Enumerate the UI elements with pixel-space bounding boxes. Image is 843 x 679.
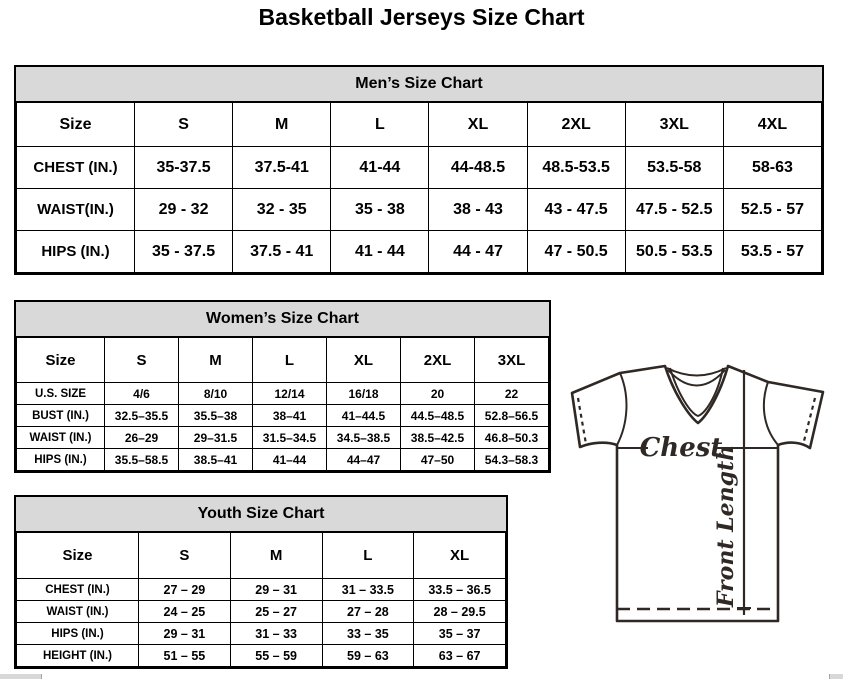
- youth-value-cell: 27 – 28: [322, 601, 414, 623]
- youth-row-waist-in: [17, 601, 506, 623]
- men-value-cell: 37.5 - 41: [233, 231, 331, 273]
- men-value-cell: 35-37.5: [135, 147, 233, 189]
- women-value-cell: 38.5–41: [179, 449, 253, 471]
- men-header-row: [17, 103, 822, 147]
- men-value-cell: 38 - 43: [429, 189, 527, 231]
- men-row-hips-in: [17, 231, 822, 273]
- men-row-label-chest-in: CHEST (IN.): [17, 147, 135, 189]
- women-column-header-size: Size: [17, 338, 105, 383]
- jersey-outline: [572, 366, 823, 621]
- women-value-cell: 22: [475, 383, 549, 405]
- womens-size-chart-table: [14, 300, 551, 473]
- men-column-header-s: S: [135, 103, 233, 147]
- youth-value-cell: 29 – 31: [230, 579, 322, 601]
- men-value-cell: 44-48.5: [429, 147, 527, 189]
- women-column-header-xl: XL: [327, 338, 401, 383]
- men-row-chest-in: [17, 147, 822, 189]
- youth-row-chest-in: [17, 579, 506, 601]
- men-chart-title: Men’s Size Chart: [16, 67, 822, 102]
- youth-column-header-xl: XL: [414, 533, 506, 579]
- youth-row-label-waist-in: WAIST (IN.): [17, 601, 139, 623]
- men-row-waist-in: [17, 189, 822, 231]
- women-row-label-waist-in: WAIST (IN.): [17, 427, 105, 449]
- men-column-header-size: Size: [17, 103, 135, 147]
- men-column-header-m: M: [233, 103, 331, 147]
- women-column-header-2xl: 2XL: [401, 338, 475, 383]
- youth-column-header-l: L: [322, 533, 414, 579]
- women-row-label-bust-in: BUST (IN.): [17, 405, 105, 427]
- women-value-cell: 52.8–56.5: [475, 405, 549, 427]
- youth-column-header-size: Size: [17, 533, 139, 579]
- women-value-cell: 26–29: [105, 427, 179, 449]
- women-column-header-s: S: [105, 338, 179, 383]
- women-value-cell: 31.5–34.5: [253, 427, 327, 449]
- youth-value-cell: 28 – 29.5: [414, 601, 506, 623]
- women-row-label-u-s-size: U.S. SIZE: [17, 383, 105, 405]
- youth-value-cell: 35 – 37: [414, 623, 506, 645]
- youth-value-cell: 55 – 59: [230, 645, 322, 667]
- men-value-cell: 47 - 50.5: [527, 231, 625, 273]
- youth-column-header-m: M: [230, 533, 322, 579]
- women-value-cell: 41–44.5: [327, 405, 401, 427]
- youth-value-cell: 51 – 55: [139, 645, 231, 667]
- right-armhole-seam: [764, 382, 778, 445]
- women-value-cell: 38–41: [253, 405, 327, 427]
- women-value-cell: 34.5–38.5: [327, 427, 401, 449]
- women-row-label-hips-in: HIPS (IN.): [17, 449, 105, 471]
- men-column-header-xl: XL: [429, 103, 527, 147]
- youth-column-header-s: S: [139, 533, 231, 579]
- women-row-hips-in: [17, 449, 549, 471]
- women-value-cell: 38.5–42.5: [401, 427, 475, 449]
- women-value-cell: 12/14: [253, 383, 327, 405]
- youth-value-cell: 31 – 33.5: [322, 579, 414, 601]
- women-value-cell: 35.5–38: [179, 405, 253, 427]
- men-row-label-hips-in: HIPS (IN.): [17, 231, 135, 273]
- youth-value-cell: 33.5 – 36.5: [414, 579, 506, 601]
- men-value-cell: 52.5 - 57: [723, 189, 821, 231]
- women-value-cell: 47–50: [401, 449, 475, 471]
- men-table: [16, 102, 822, 273]
- women-value-cell: 41–44: [253, 449, 327, 471]
- men-value-cell: 53.5-58: [625, 147, 723, 189]
- women-value-cell: 54.3–58.3: [475, 449, 549, 471]
- women-header-row: [17, 338, 549, 383]
- men-column-header-2xl: 2XL: [527, 103, 625, 147]
- women-value-cell: 46.8–50.3: [475, 427, 549, 449]
- men-value-cell: 44 - 47: [429, 231, 527, 273]
- women-value-cell: 16/18: [327, 383, 401, 405]
- youth-value-cell: 59 – 63: [322, 645, 414, 667]
- women-row-u-s-size: [17, 383, 549, 405]
- men-value-cell: 41 - 44: [331, 231, 429, 273]
- women-value-cell: 8/10: [179, 383, 253, 405]
- youth-row-hips-in: [17, 623, 506, 645]
- youth-value-cell: 31 – 33: [230, 623, 322, 645]
- youth-value-cell: 33 – 35: [322, 623, 414, 645]
- youth-value-cell: 25 – 27: [230, 601, 322, 623]
- youth-chart-title: Youth Size Chart: [16, 497, 506, 532]
- youth-value-cell: 27 – 29: [139, 579, 231, 601]
- chest-label: Chest: [639, 433, 723, 463]
- men-value-cell: 41-44: [331, 147, 429, 189]
- men-value-cell: 50.5 - 53.5: [625, 231, 723, 273]
- youth-size-chart-table: [14, 495, 508, 669]
- women-value-cell: 20: [401, 383, 475, 405]
- men-value-cell: 29 - 32: [135, 189, 233, 231]
- youth-row-label-chest-in: CHEST (IN.): [17, 579, 139, 601]
- women-value-cell: 44.5–48.5: [401, 405, 475, 427]
- youth-header-row: [17, 533, 506, 579]
- men-row-label-waist-in: WAIST(IN.): [17, 189, 135, 231]
- men-value-cell: 58-63: [723, 147, 821, 189]
- women-column-header-m: M: [179, 338, 253, 383]
- women-row-waist-in: [17, 427, 549, 449]
- men-value-cell: 35 - 37.5: [135, 231, 233, 273]
- jersey-measurement-diagram: [561, 356, 843, 626]
- men-column-header-4xl: 4XL: [723, 103, 821, 147]
- front-length-label: Front Length: [713, 444, 739, 608]
- men-value-cell: 47.5 - 52.5: [625, 189, 723, 231]
- women-chart-title: Women’s Size Chart: [16, 302, 549, 337]
- youth-value-cell: 29 – 31: [139, 623, 231, 645]
- men-value-cell: 48.5-53.5: [527, 147, 625, 189]
- men-value-cell: 35 - 38: [331, 189, 429, 231]
- mens-size-chart-table: [14, 65, 824, 275]
- women-value-cell: 44–47: [327, 449, 401, 471]
- women-column-header-l: L: [253, 338, 327, 383]
- men-value-cell: 43 - 47.5: [527, 189, 625, 231]
- men-column-header-l: L: [331, 103, 429, 147]
- youth-row-label-height-in: HEIGHT (IN.): [17, 645, 139, 667]
- horizontal-scrollbar-fragment-right[interactable]: [829, 674, 843, 679]
- collar-arc-outer: [667, 368, 726, 376]
- men-column-header-3xl: 3XL: [625, 103, 723, 147]
- horizontal-scrollbar-fragment-left[interactable]: [0, 674, 42, 679]
- men-value-cell: 37.5-41: [233, 147, 331, 189]
- left-armhole-seam: [617, 373, 626, 445]
- men-value-cell: 53.5 - 57: [723, 231, 821, 273]
- women-row-bust-in: [17, 405, 549, 427]
- youth-value-cell: 63 – 67: [414, 645, 506, 667]
- women-value-cell: 32.5–35.5: [105, 405, 179, 427]
- women-value-cell: 29–31.5: [179, 427, 253, 449]
- women-value-cell: 35.5–58.5: [105, 449, 179, 471]
- women-column-header-3xl: 3XL: [475, 338, 549, 383]
- youth-table: [16, 532, 506, 667]
- men-value-cell: 32 - 35: [233, 189, 331, 231]
- page-title: Basketball Jerseys Size Chart: [258, 4, 585, 30]
- women-table: [16, 337, 549, 471]
- women-value-cell: 4/6: [105, 383, 179, 405]
- youth-row-height-in: [17, 645, 506, 667]
- youth-value-cell: 24 – 25: [139, 601, 231, 623]
- youth-row-label-hips-in: HIPS (IN.): [17, 623, 139, 645]
